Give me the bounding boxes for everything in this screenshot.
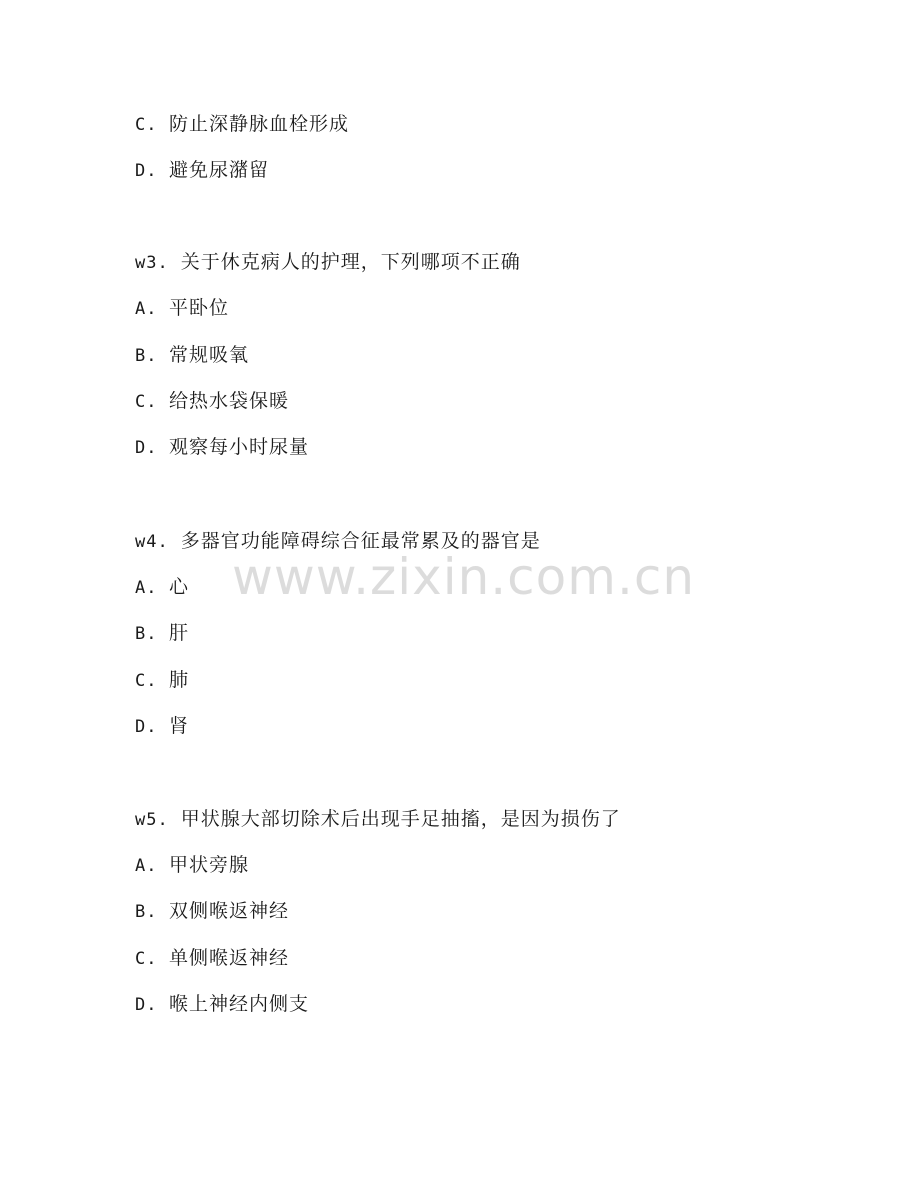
option-d [135, 435, 309, 460]
question-number: w5. [135, 810, 169, 830]
option-text: 肝 [169, 622, 190, 644]
option-text: 给热水袋保暖 [169, 390, 290, 412]
option-text: 喉上神经内侧支 [169, 993, 310, 1015]
option-letter: B. [135, 624, 158, 644]
option-letter: C. [135, 115, 158, 135]
option-c [135, 112, 349, 137]
question-stem [135, 529, 541, 554]
option-letter: C. [135, 671, 158, 691]
option-a [135, 575, 189, 600]
option-text: 心 [169, 576, 190, 598]
watermark: www.zixin.com.cn [232, 548, 696, 606]
option-letter: C. [135, 392, 158, 412]
question-stem [135, 250, 521, 275]
option-d [135, 714, 189, 739]
option-text: 平卧位 [169, 297, 230, 319]
option-text: 双侧喉返神经 [169, 900, 290, 922]
question-text: 甲状腺大部切除术后出现手足抽搐，是因为损伤了 [180, 808, 621, 830]
option-text: 肺 [169, 669, 190, 691]
option-text: 观察每小时尿量 [169, 436, 310, 458]
option-c [135, 389, 289, 414]
option-text: 单侧喉返神经 [169, 947, 290, 969]
option-b [135, 343, 249, 368]
option-c [135, 668, 189, 693]
option-c [135, 946, 289, 971]
option-b [135, 621, 189, 646]
option-d [135, 158, 269, 183]
option-a [135, 853, 249, 878]
option-letter: A. [135, 299, 158, 319]
question-number: w4. [135, 532, 169, 552]
option-letter: B. [135, 346, 158, 366]
question-number: w3. [135, 253, 169, 273]
option-letter: D. [135, 161, 158, 181]
option-text: 常规吸氧 [169, 344, 250, 366]
option-d [135, 992, 309, 1017]
option-a [135, 296, 229, 321]
question-text: 多器官功能障碍综合征最常累及的器官是 [180, 530, 541, 552]
option-text: 肾 [169, 715, 190, 737]
option-letter: D. [135, 438, 158, 458]
question-text: 关于休克病人的护理，下列哪项不正确 [180, 251, 521, 273]
option-letter: A. [135, 578, 158, 598]
option-text: 防止深静脉血栓形成 [169, 113, 350, 135]
option-letter: D. [135, 995, 158, 1015]
option-letter: C. [135, 949, 158, 969]
option-letter: B. [135, 902, 158, 922]
option-letter: D. [135, 717, 158, 737]
question-stem [135, 807, 621, 832]
option-text: 避免尿潴留 [169, 159, 270, 181]
option-b [135, 899, 289, 924]
option-letter: A. [135, 856, 158, 876]
option-text: 甲状旁腺 [169, 854, 250, 876]
